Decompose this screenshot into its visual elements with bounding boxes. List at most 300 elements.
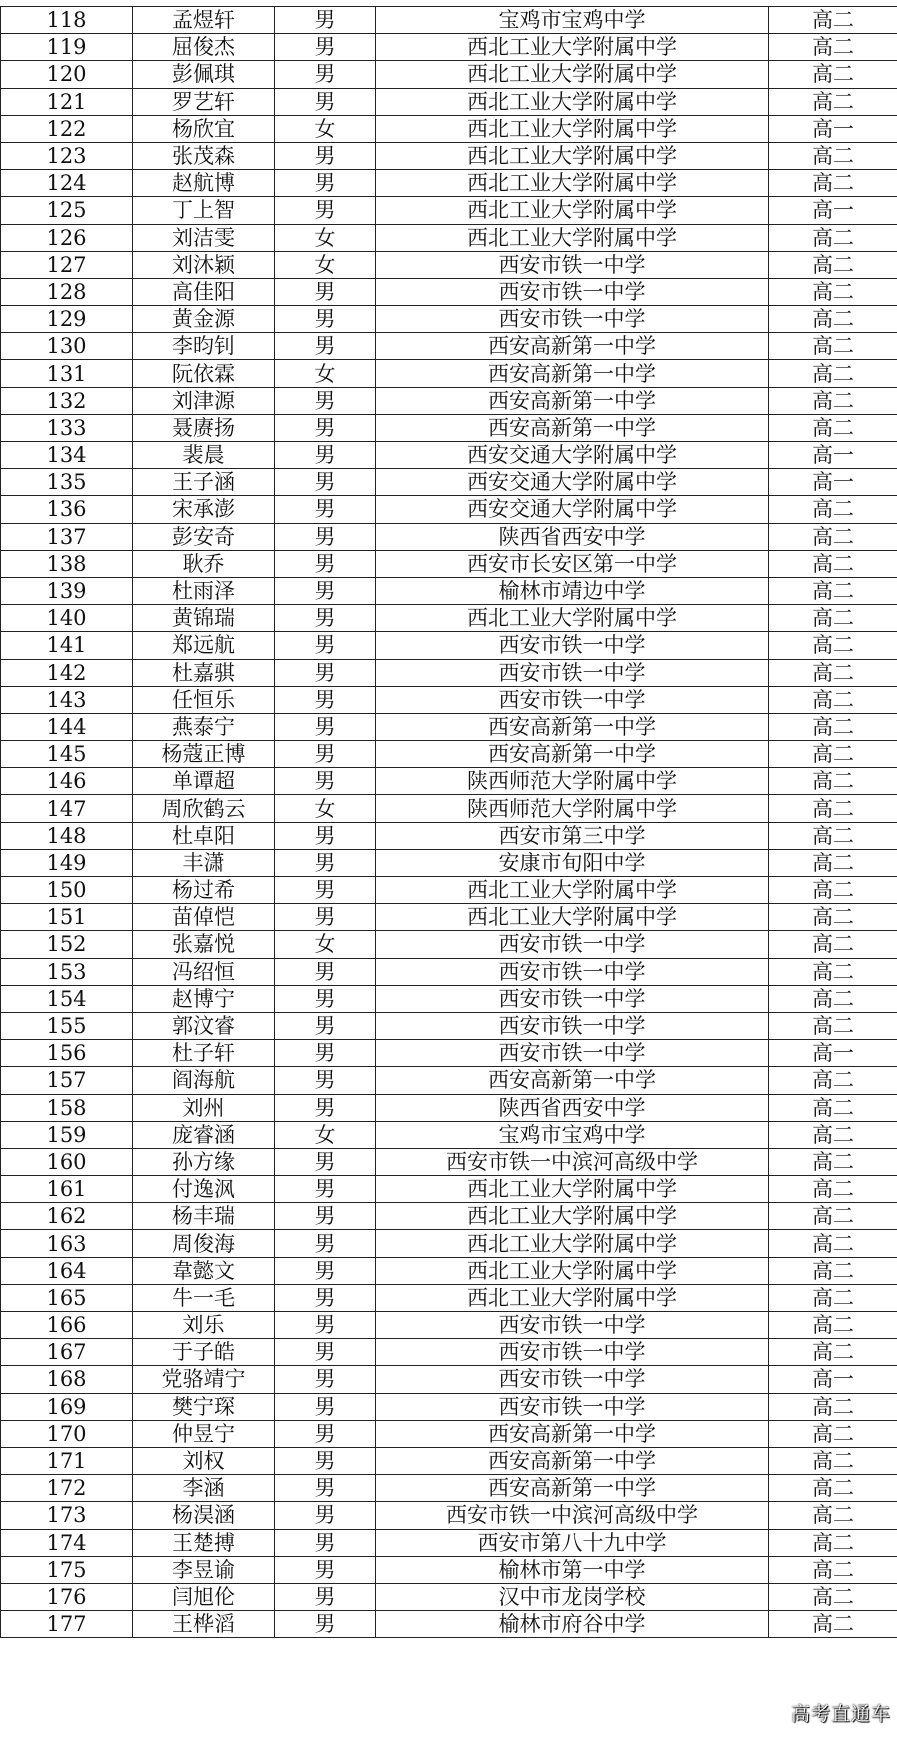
gender-cell: 男 [275, 34, 376, 61]
grade-cell: 高一 [769, 1366, 897, 1393]
gender-cell: 男 [275, 1611, 376, 1638]
student-name-cell: 单谭超 [133, 768, 275, 795]
row-number-cell: 167 [1, 1339, 133, 1366]
gender-cell: 女 [275, 931, 376, 958]
student-name-cell: 张嘉悦 [133, 931, 275, 958]
gender-cell: 男 [275, 550, 376, 577]
grade-cell: 高一 [769, 115, 897, 142]
gender-cell: 男 [275, 985, 376, 1012]
table-row [1, 278, 897, 305]
gender-cell: 女 [275, 795, 376, 822]
table-row [1, 142, 897, 169]
student-table-body [1, 7, 897, 1638]
table-row [1, 1148, 897, 1175]
grade-cell: 高二 [769, 659, 897, 686]
row-number-cell: 142 [1, 659, 133, 686]
row-number-cell: 125 [1, 197, 133, 224]
table-row [1, 877, 897, 904]
grade-cell: 高二 [769, 1148, 897, 1175]
row-number-cell: 129 [1, 306, 133, 333]
table-row [1, 822, 897, 849]
grade-cell: 高二 [769, 414, 897, 441]
grade-cell: 高一 [769, 1040, 897, 1067]
grade-cell: 高二 [769, 985, 897, 1012]
gender-cell: 男 [275, 1502, 376, 1529]
school-name-cell: 西北工业大学附属中学 [376, 224, 769, 251]
grade-cell: 高二 [769, 849, 897, 876]
row-number-cell: 154 [1, 985, 133, 1012]
gender-cell: 男 [275, 1094, 376, 1121]
school-name-cell: 西安高新第一中学 [376, 713, 769, 740]
row-number-cell: 166 [1, 1312, 133, 1339]
grade-cell: 高二 [769, 1312, 897, 1339]
gender-cell: 男 [275, 1257, 376, 1284]
student-table [0, 6, 897, 1638]
row-number-cell: 120 [1, 61, 133, 88]
table-row [1, 61, 897, 88]
student-name-cell: 刘洁雯 [133, 224, 275, 251]
student-name-cell: 郭汶睿 [133, 1012, 275, 1039]
result-sheet [0, 6, 897, 1638]
row-number-cell: 128 [1, 278, 133, 305]
grade-cell: 高一 [769, 442, 897, 469]
gender-cell: 男 [275, 387, 376, 414]
gender-cell: 男 [275, 768, 376, 795]
table-row [1, 1203, 897, 1230]
row-number-cell: 133 [1, 414, 133, 441]
school-name-cell: 西安市铁一中学 [376, 1312, 769, 1339]
row-number-cell: 147 [1, 795, 133, 822]
gender-cell: 男 [275, 632, 376, 659]
grade-cell: 高二 [769, 1230, 897, 1257]
student-name-cell: 杨蔻正博 [133, 741, 275, 768]
student-name-cell: 党骆靖宁 [133, 1366, 275, 1393]
row-number-cell: 144 [1, 713, 133, 740]
row-number-cell: 130 [1, 333, 133, 360]
gender-cell: 女 [275, 224, 376, 251]
row-number-cell: 135 [1, 469, 133, 496]
grade-cell: 高二 [769, 7, 897, 34]
table-row [1, 632, 897, 659]
row-number-cell: 163 [1, 1230, 133, 1257]
student-name-cell: 杜嘉骐 [133, 659, 275, 686]
table-row [1, 713, 897, 740]
row-number-cell: 148 [1, 822, 133, 849]
school-name-cell: 西安市铁一中学 [376, 306, 769, 333]
row-number-cell: 176 [1, 1583, 133, 1610]
school-name-cell: 西北工业大学附属中学 [376, 1284, 769, 1311]
school-name-cell: 西安市铁一中学 [376, 1393, 769, 1420]
gender-cell: 男 [275, 1284, 376, 1311]
student-name-cell: 李昱谕 [133, 1556, 275, 1583]
row-number-cell: 124 [1, 170, 133, 197]
row-number-cell: 174 [1, 1529, 133, 1556]
table-row [1, 34, 897, 61]
school-name-cell: 西安交通大学附属中学 [376, 442, 769, 469]
student-name-cell: 黄金源 [133, 306, 275, 333]
school-name-cell: 西北工业大学附属中学 [376, 34, 769, 61]
school-name-cell: 宝鸡市宝鸡中学 [376, 1121, 769, 1148]
grade-cell: 高二 [769, 1583, 897, 1610]
watermark-logo: 高考直通车 [790, 1703, 891, 1725]
row-number-cell: 138 [1, 550, 133, 577]
grade-cell: 高二 [769, 1529, 897, 1556]
gender-cell: 男 [275, 659, 376, 686]
gender-cell: 男 [275, 1447, 376, 1474]
table-row [1, 1040, 897, 1067]
table-row [1, 686, 897, 713]
grade-cell: 高二 [769, 88, 897, 115]
gender-cell: 男 [275, 1583, 376, 1610]
grade-cell: 高二 [769, 931, 897, 958]
gender-cell: 男 [275, 1393, 376, 1420]
grade-cell: 高二 [769, 61, 897, 88]
row-number-cell: 168 [1, 1366, 133, 1393]
school-name-cell: 榆林市第一中学 [376, 1556, 769, 1583]
row-number-cell: 157 [1, 1067, 133, 1094]
table-row [1, 577, 897, 604]
gender-cell: 男 [275, 741, 376, 768]
table-row [1, 7, 897, 34]
row-number-cell: 121 [1, 88, 133, 115]
table-row [1, 1312, 897, 1339]
gender-cell: 男 [275, 822, 376, 849]
table-row [1, 931, 897, 958]
student-name-cell: 杜雨泽 [133, 577, 275, 604]
row-number-cell: 136 [1, 496, 133, 523]
row-number-cell: 118 [1, 7, 133, 34]
school-name-cell: 西北工业大学附属中学 [376, 1230, 769, 1257]
gender-cell: 男 [275, 849, 376, 876]
student-name-cell: 庞睿涵 [133, 1121, 275, 1148]
school-name-cell: 西安市铁一中学 [376, 659, 769, 686]
table-row [1, 224, 897, 251]
table-row [1, 306, 897, 333]
student-name-cell: 刘权 [133, 1447, 275, 1474]
gender-cell: 男 [275, 1148, 376, 1175]
row-number-cell: 171 [1, 1447, 133, 1474]
school-name-cell: 西安市铁一中学 [376, 1012, 769, 1039]
table-row [1, 1556, 897, 1583]
grade-cell: 高二 [769, 686, 897, 713]
school-name-cell: 西安市铁一中学 [376, 931, 769, 958]
gender-cell: 男 [275, 469, 376, 496]
table-row [1, 1257, 897, 1284]
row-number-cell: 164 [1, 1257, 133, 1284]
school-name-cell: 西安市铁一中学 [376, 958, 769, 985]
grade-cell: 高二 [769, 333, 897, 360]
school-name-cell: 西安市铁一中滨河高级中学 [376, 1148, 769, 1175]
row-number-cell: 122 [1, 115, 133, 142]
table-row [1, 251, 897, 278]
table-row [1, 1176, 897, 1203]
row-number-cell: 141 [1, 632, 133, 659]
gender-cell: 男 [275, 496, 376, 523]
gender-cell: 男 [275, 605, 376, 632]
gender-cell: 男 [275, 333, 376, 360]
grade-cell: 高二 [769, 1502, 897, 1529]
table-row [1, 496, 897, 523]
gender-cell: 男 [275, 61, 376, 88]
school-name-cell: 西安市铁一中学 [376, 985, 769, 1012]
row-number-cell: 143 [1, 686, 133, 713]
student-name-cell: 阎海航 [133, 1067, 275, 1094]
grade-cell: 高二 [769, 632, 897, 659]
student-name-cell: 周欣鹤云 [133, 795, 275, 822]
student-name-cell: 闫旭伦 [133, 1583, 275, 1610]
gender-cell: 男 [275, 1067, 376, 1094]
gender-cell: 男 [275, 577, 376, 604]
school-name-cell: 西安交通大学附属中学 [376, 496, 769, 523]
table-row [1, 1529, 897, 1556]
school-name-cell: 西安高新第一中学 [376, 1420, 769, 1447]
row-number-cell: 173 [1, 1502, 133, 1529]
table-row [1, 442, 897, 469]
student-name-cell: 黄锦瑞 [133, 605, 275, 632]
table-row [1, 1012, 897, 1039]
table-row [1, 1393, 897, 1420]
student-name-cell: 孙方缘 [133, 1148, 275, 1175]
school-name-cell: 西安高新第一中学 [376, 333, 769, 360]
grade-cell: 高二 [769, 278, 897, 305]
table-row [1, 333, 897, 360]
grade-cell: 高二 [769, 496, 897, 523]
grade-cell: 高二 [769, 741, 897, 768]
student-name-cell: 刘沐颖 [133, 251, 275, 278]
row-number-cell: 155 [1, 1012, 133, 1039]
school-name-cell: 榆林市靖边中学 [376, 577, 769, 604]
row-number-cell: 131 [1, 360, 133, 387]
table-row [1, 360, 897, 387]
grade-cell: 高二 [769, 142, 897, 169]
table-row [1, 170, 897, 197]
row-number-cell: 132 [1, 387, 133, 414]
student-name-cell: 王子涵 [133, 469, 275, 496]
grade-cell: 高二 [769, 170, 897, 197]
student-name-cell: 付逸沨 [133, 1176, 275, 1203]
table-row [1, 1230, 897, 1257]
table-row [1, 1284, 897, 1311]
school-name-cell: 西北工业大学附属中学 [376, 1203, 769, 1230]
student-name-cell: 刘乐 [133, 1312, 275, 1339]
gender-cell: 男 [275, 1230, 376, 1257]
student-name-cell: 丁上智 [133, 197, 275, 224]
table-row [1, 1475, 897, 1502]
student-name-cell: 李涵 [133, 1475, 275, 1502]
school-name-cell: 陕西师范大学附属中学 [376, 795, 769, 822]
table-row [1, 550, 897, 577]
school-name-cell: 西北工业大学附属中学 [376, 115, 769, 142]
grade-cell: 高二 [769, 306, 897, 333]
grade-cell: 高二 [769, 1067, 897, 1094]
row-number-cell: 139 [1, 577, 133, 604]
gender-cell: 男 [275, 1203, 376, 1230]
grade-cell: 高二 [769, 1203, 897, 1230]
table-row [1, 659, 897, 686]
row-number-cell: 156 [1, 1040, 133, 1067]
student-name-cell: 丰潇 [133, 849, 275, 876]
gender-cell: 男 [275, 904, 376, 931]
grade-cell: 高二 [769, 1420, 897, 1447]
school-name-cell: 西安市铁一中学 [376, 251, 769, 278]
grade-cell: 高二 [769, 1284, 897, 1311]
school-name-cell: 西安市长安区第一中学 [376, 550, 769, 577]
grade-cell: 高二 [769, 251, 897, 278]
student-name-cell: 王楚搏 [133, 1529, 275, 1556]
row-number-cell: 152 [1, 931, 133, 958]
school-name-cell: 西安市铁一中滨河高级中学 [376, 1502, 769, 1529]
table-row [1, 88, 897, 115]
table-row [1, 849, 897, 876]
school-name-cell: 西北工业大学附属中学 [376, 904, 769, 931]
gender-cell: 女 [275, 251, 376, 278]
table-row [1, 605, 897, 632]
gender-cell: 男 [275, 1040, 376, 1067]
student-name-cell: 杜子轩 [133, 1040, 275, 1067]
student-name-cell: 彭安奇 [133, 523, 275, 550]
school-name-cell: 西北工业大学附属中学 [376, 61, 769, 88]
table-row [1, 1366, 897, 1393]
student-name-cell: 杨丰瑞 [133, 1203, 275, 1230]
student-name-cell: 杜卓阳 [133, 822, 275, 849]
row-number-cell: 160 [1, 1148, 133, 1175]
grade-cell: 高二 [769, 1012, 897, 1039]
school-name-cell: 陕西师范大学附属中学 [376, 768, 769, 795]
school-name-cell: 西北工业大学附属中学 [376, 197, 769, 224]
grade-cell: 高二 [769, 1447, 897, 1474]
student-name-cell: 赵航博 [133, 170, 275, 197]
gender-cell: 男 [275, 170, 376, 197]
grade-cell: 高二 [769, 877, 897, 904]
grade-cell: 高二 [769, 1475, 897, 1502]
row-number-cell: 150 [1, 877, 133, 904]
school-name-cell: 西北工业大学附属中学 [376, 877, 769, 904]
student-name-cell: 王桦滔 [133, 1611, 275, 1638]
row-number-cell: 169 [1, 1393, 133, 1420]
student-name-cell: 樊宁琛 [133, 1393, 275, 1420]
row-number-cell: 153 [1, 958, 133, 985]
gender-cell: 男 [275, 1420, 376, 1447]
student-name-cell: 冯绍恒 [133, 958, 275, 985]
grade-cell: 高二 [769, 523, 897, 550]
gender-cell: 男 [275, 1475, 376, 1502]
gender-cell: 男 [275, 686, 376, 713]
grade-cell: 高二 [769, 1556, 897, 1583]
gender-cell: 女 [275, 360, 376, 387]
gender-cell: 男 [275, 1312, 376, 1339]
grade-cell: 高二 [769, 904, 897, 931]
school-name-cell: 安康市旬阳中学 [376, 849, 769, 876]
student-name-cell: 裴晨 [133, 442, 275, 469]
school-name-cell: 西北工业大学附属中学 [376, 170, 769, 197]
table-row [1, 1094, 897, 1121]
gender-cell: 男 [275, 414, 376, 441]
student-name-cell: 宋承澎 [133, 496, 275, 523]
grade-cell: 高一 [769, 469, 897, 496]
gender-cell: 男 [275, 1556, 376, 1583]
school-name-cell: 西北工业大学附属中学 [376, 1257, 769, 1284]
row-number-cell: 172 [1, 1475, 133, 1502]
gender-cell: 男 [275, 523, 376, 550]
student-name-cell: 韋懿文 [133, 1257, 275, 1284]
school-name-cell: 西安市铁一中学 [376, 1366, 769, 1393]
table-row [1, 768, 897, 795]
row-number-cell: 158 [1, 1094, 133, 1121]
table-row [1, 958, 897, 985]
grade-cell: 高二 [769, 34, 897, 61]
student-name-cell: 杨欣宜 [133, 115, 275, 142]
student-name-cell: 李昀钊 [133, 333, 275, 360]
school-name-cell: 西安市铁一中学 [376, 1339, 769, 1366]
school-name-cell: 西安市第三中学 [376, 822, 769, 849]
gender-cell: 男 [275, 278, 376, 305]
row-number-cell: 123 [1, 142, 133, 169]
table-row [1, 1611, 897, 1638]
gender-cell: 男 [275, 442, 376, 469]
grade-cell: 高二 [769, 605, 897, 632]
grade-cell: 高二 [769, 1176, 897, 1203]
student-name-cell: 高佳阳 [133, 278, 275, 305]
student-name-cell: 杨淏涵 [133, 1502, 275, 1529]
grade-cell: 高二 [769, 224, 897, 251]
school-name-cell: 西北工业大学附属中学 [376, 1176, 769, 1203]
row-number-cell: 140 [1, 605, 133, 632]
grade-cell: 高二 [769, 795, 897, 822]
student-name-cell: 刘州 [133, 1094, 275, 1121]
grade-cell: 高二 [769, 1339, 897, 1366]
row-number-cell: 134 [1, 442, 133, 469]
grade-cell: 高二 [769, 1393, 897, 1420]
table-row [1, 1502, 897, 1529]
row-number-cell: 170 [1, 1420, 133, 1447]
grade-cell: 高二 [769, 577, 897, 604]
gender-cell: 男 [275, 7, 376, 34]
student-name-cell: 张茂森 [133, 142, 275, 169]
table-row [1, 1447, 897, 1474]
row-number-cell: 119 [1, 34, 133, 61]
gender-cell: 男 [275, 1012, 376, 1039]
table-row [1, 115, 897, 142]
student-name-cell: 任恒乐 [133, 686, 275, 713]
row-number-cell: 137 [1, 523, 133, 550]
row-number-cell: 126 [1, 224, 133, 251]
school-name-cell: 陕西省西安中学 [376, 523, 769, 550]
school-name-cell: 西北工业大学附属中学 [376, 88, 769, 115]
grade-cell: 高二 [769, 360, 897, 387]
gender-cell: 男 [275, 958, 376, 985]
table-row [1, 523, 897, 550]
row-number-cell: 175 [1, 1556, 133, 1583]
student-name-cell: 阮依霖 [133, 360, 275, 387]
school-name-cell: 汉中市龙岗学校 [376, 1583, 769, 1610]
table-row [1, 795, 897, 822]
table-row [1, 985, 897, 1012]
school-name-cell: 西安市铁一中学 [376, 632, 769, 659]
student-name-cell: 苗倬恺 [133, 904, 275, 931]
school-name-cell: 西北工业大学附属中学 [376, 605, 769, 632]
student-name-cell: 杨过希 [133, 877, 275, 904]
row-number-cell: 162 [1, 1203, 133, 1230]
row-number-cell: 177 [1, 1611, 133, 1638]
gender-cell: 男 [275, 197, 376, 224]
school-name-cell: 陕西省西安中学 [376, 1094, 769, 1121]
student-name-cell: 耿乔 [133, 550, 275, 577]
student-name-cell: 牛一毛 [133, 1284, 275, 1311]
student-name-cell: 于子皓 [133, 1339, 275, 1366]
grade-cell: 高二 [769, 1257, 897, 1284]
grade-cell: 高二 [769, 768, 897, 795]
table-row [1, 387, 897, 414]
